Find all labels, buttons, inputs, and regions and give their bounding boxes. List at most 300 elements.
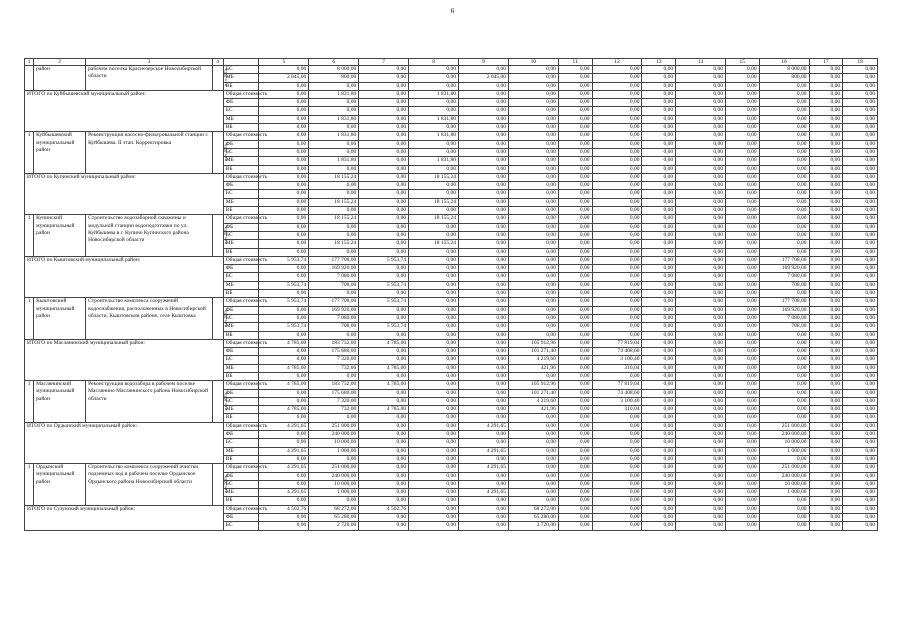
value-cell: 2 045,00: [259, 74, 309, 82]
value-cell: 0,00: [759, 231, 809, 239]
value-cell: 0,00: [759, 90, 809, 98]
value-cell: 0,00: [843, 372, 878, 380]
value-cell: 0,00: [508, 240, 558, 248]
value-cell: 0,00: [459, 298, 509, 306]
value-cell: 0,00: [642, 182, 676, 190]
funding-source: ВБ: [223, 414, 259, 422]
value-cell: 0,00: [259, 314, 309, 322]
value-cell: 0,00: [558, 90, 592, 98]
value-cell: 0,00: [508, 306, 558, 314]
value-cell: 0,00: [558, 414, 592, 422]
column-number-cell: 18: [843, 59, 878, 66]
value-cell: 0,00: [459, 240, 509, 248]
value-cell: 0,00: [409, 273, 459, 281]
value-cell: 1 831,80: [409, 115, 459, 123]
value-cell: 0,00: [508, 124, 558, 132]
value-cell: 0,00: [759, 248, 809, 256]
value-cell: 1 000,00: [309, 489, 359, 497]
value-cell: 0,00: [642, 389, 676, 397]
value-cell: 0,00: [592, 90, 642, 98]
funding-source: МБ: [223, 74, 259, 82]
value-cell: 0,00: [259, 439, 309, 447]
value-cell: 0,00: [642, 223, 676, 231]
value-cell: 0,00: [459, 140, 509, 148]
value-cell: 0,00: [676, 124, 726, 132]
value-cell: 0,00: [642, 198, 676, 206]
value-cell: 0,00: [592, 182, 642, 190]
value-cell: 0,00: [759, 132, 809, 140]
value-cell: 0,00: [359, 447, 409, 455]
value-cell: 0,00: [259, 231, 309, 239]
value-cell: 0,00: [259, 514, 309, 522]
value-cell: 0,00: [676, 148, 726, 156]
value-cell: 4 785,00: [259, 381, 309, 389]
value-cell: 0,00: [725, 464, 759, 472]
value-cell: 0,00: [809, 464, 843, 472]
item-number: 1: [25, 381, 34, 422]
value-cell: 0,00: [642, 107, 676, 115]
value-cell: 0,00: [409, 265, 459, 273]
value-cell: 1 831,80: [409, 132, 459, 140]
value-cell: 0,00: [359, 331, 409, 339]
value-cell: 0,00: [359, 480, 409, 488]
value-cell: 0,00: [592, 107, 642, 115]
funding-source: БС: [223, 107, 259, 115]
value-cell: 0,00: [676, 364, 726, 372]
value-cell: 4 219,60: [508, 397, 558, 405]
value-cell: 0,00: [259, 66, 309, 74]
value-cell: 0,00: [809, 306, 843, 314]
value-cell: 0,00: [843, 157, 878, 165]
value-cell: 0,00: [843, 323, 878, 331]
value-cell: 310,04: [592, 406, 642, 414]
value-cell: 0,00: [459, 198, 509, 206]
value-cell: 0,00: [508, 132, 558, 140]
value-cell: 0,00: [309, 290, 359, 298]
value-cell: 0,00: [759, 406, 809, 414]
value-cell: 0,00: [759, 522, 809, 530]
value-cell: 2 045,00: [459, 74, 509, 82]
value-cell: 0,00: [359, 514, 409, 522]
funding-source: Общая стоимость: [223, 505, 259, 513]
value-cell: 0,00: [409, 124, 459, 132]
value-cell: 0,00: [508, 182, 558, 190]
value-cell: 0,00: [809, 273, 843, 281]
value-cell: 0,00: [359, 389, 409, 397]
period-label-cell: [212, 464, 228, 505]
value-cell: 0,00: [843, 256, 878, 264]
value-cell: 0,00: [359, 265, 409, 273]
funding-source: Общая стоимость: [223, 298, 259, 306]
value-cell: 0,00: [843, 290, 878, 298]
value-cell: 0,00: [508, 290, 558, 298]
value-cell: 0,00: [508, 464, 558, 472]
value-cell: 0,00: [676, 406, 726, 414]
value-cell: 1 831,80: [309, 132, 359, 140]
value-cell: 0,00: [592, 306, 642, 314]
value-cell: 0,00: [558, 522, 592, 530]
value-cell: 0,00: [809, 90, 843, 98]
value-cell: 0,00: [508, 115, 558, 123]
period-label-cell: [212, 298, 228, 339]
value-cell: 2 720,00: [508, 522, 558, 530]
value-cell: 0,00: [409, 66, 459, 74]
value-cell: 0,00: [725, 397, 759, 405]
value-cell: 0,00: [843, 265, 878, 273]
project-row: [25, 215, 878, 223]
value-cell: 0,00: [558, 231, 592, 239]
value-cell: 0,00: [642, 207, 676, 215]
value-cell: 0,00: [409, 231, 459, 239]
value-cell: 0,00: [592, 240, 642, 248]
value-cell: 0,00: [558, 256, 592, 264]
district-total-label: ИТОГО по Купинский муниципальный район:: [25, 173, 224, 214]
value-cell: 240 000,00: [759, 431, 809, 439]
value-cell: 4 291,65: [259, 489, 309, 497]
period-label: в т.ч. 2023г.: [223, 309, 228, 327]
value-cell: 0,00: [676, 356, 726, 364]
value-cell: 0,00: [558, 480, 592, 488]
value-cell: 0,00: [809, 298, 843, 306]
value-cell: 0,00: [409, 356, 459, 364]
value-cell: 0,00: [725, 447, 759, 455]
value-cell: 0,00: [642, 356, 676, 364]
value-cell: 0,00: [592, 414, 642, 422]
value-cell: 0,00: [642, 323, 676, 331]
value-cell: 0,00: [725, 439, 759, 447]
value-cell: 0,00: [459, 331, 509, 339]
value-cell: 0,00: [676, 414, 726, 422]
value-cell: 4 291,65: [259, 422, 309, 430]
column-number-cell: 12: [592, 59, 642, 66]
value-cell: 0,00: [642, 497, 676, 505]
value-cell: 0,00: [843, 107, 878, 115]
value-cell: 0,00: [259, 389, 309, 397]
value-cell: 3 100,40: [592, 356, 642, 364]
value-cell: 0,00: [459, 273, 509, 281]
value-cell: 0,00: [809, 66, 843, 74]
value-cell: 0,00: [642, 472, 676, 480]
value-cell: 0,00: [642, 414, 676, 422]
value-cell: 0,00: [642, 364, 676, 372]
value-cell: 0,00: [809, 522, 843, 530]
funding-source: БС: [223, 480, 259, 488]
value-cell: 5 953,74: [259, 298, 309, 306]
funding-source: ФБ: [223, 99, 259, 107]
value-cell: 0,00: [459, 306, 509, 314]
value-cell: 0,00: [725, 298, 759, 306]
value-cell: 0,00: [676, 182, 726, 190]
value-cell: 0,00: [309, 497, 359, 505]
value-cell: 0,00: [843, 331, 878, 339]
value-cell: 1 831,80: [409, 90, 459, 98]
value-cell: 0,00: [843, 298, 878, 306]
value-cell: 0,00: [642, 190, 676, 198]
value-cell: 0,00: [676, 439, 726, 447]
value-cell: 0,00: [508, 472, 558, 480]
value-cell: 0,00: [259, 306, 309, 314]
column-number-cell: [223, 59, 259, 66]
value-cell: 800,00: [309, 74, 359, 82]
value-cell: 0,00: [592, 372, 642, 380]
value-cell: 0,00: [459, 514, 509, 522]
value-cell: 0,00: [459, 148, 509, 156]
value-cell: 0,00: [759, 505, 809, 513]
value-cell: 169 920,00: [759, 306, 809, 314]
value-cell: 0,00: [359, 248, 409, 256]
value-cell: 0,00: [725, 414, 759, 422]
funding-source: ВБ: [223, 207, 259, 215]
project-row: [25, 381, 878, 389]
value-cell: 0,00: [676, 115, 726, 123]
value-cell: 0,00: [558, 339, 592, 347]
value-cell: 0,00: [359, 74, 409, 82]
value-cell: 0,00: [676, 223, 726, 231]
value-cell: 0,00: [259, 397, 309, 405]
value-cell: 0,00: [409, 306, 459, 314]
value-cell: 18 155,24: [409, 173, 459, 181]
value-cell: 0,00: [409, 148, 459, 156]
value-cell: 0,00: [759, 124, 809, 132]
funding-source: БС: [223, 231, 259, 239]
funding-source: ФБ: [223, 265, 259, 273]
value-cell: 0,00: [843, 514, 878, 522]
value-cell: 0,00: [676, 265, 726, 273]
value-cell: 7 080,00: [759, 314, 809, 322]
value-cell: 0,00: [459, 339, 509, 347]
value-cell: 0,00: [508, 165, 558, 173]
value-cell: 0,00: [558, 306, 592, 314]
value-cell: 0,00: [809, 514, 843, 522]
column-number-cell: 13: [642, 59, 676, 66]
value-cell: 0,00: [592, 505, 642, 513]
value-cell: 0,00: [592, 431, 642, 439]
column-number-cell: 9: [459, 59, 509, 66]
value-cell: 0,00: [508, 99, 558, 107]
value-cell: 0,00: [558, 107, 592, 115]
value-cell: 0,00: [592, 256, 642, 264]
value-cell: 0,00: [558, 472, 592, 480]
value-cell: 0,00: [809, 82, 843, 90]
value-cell: 0,00: [459, 397, 509, 405]
value-cell: 0,00: [409, 472, 459, 480]
value-cell: 0,00: [725, 124, 759, 132]
district-name: Кыштовский муниципальный район: [34, 298, 86, 339]
value-cell: 0,00: [843, 480, 878, 488]
value-cell: 0,00: [359, 148, 409, 156]
value-cell: 0,00: [259, 132, 309, 140]
value-cell: 0,00: [759, 389, 809, 397]
value-cell: 0,00: [725, 372, 759, 380]
value-cell: 0,00: [759, 140, 809, 148]
project-row: [25, 132, 878, 140]
value-cell: 0,00: [759, 107, 809, 115]
value-cell: 0,00: [809, 480, 843, 488]
value-cell: 0,00: [309, 124, 359, 132]
value-cell: 0,00: [642, 157, 676, 165]
value-cell: 0,00: [642, 99, 676, 107]
value-cell: 0,00: [359, 190, 409, 198]
value-cell: 0,00: [759, 348, 809, 356]
value-cell: 0,00: [843, 397, 878, 405]
value-cell: 0,00: [409, 99, 459, 107]
value-cell: 0,00: [759, 356, 809, 364]
value-cell: 0,00: [459, 480, 509, 488]
value-cell: 0,00: [409, 190, 459, 198]
value-cell: 0,00: [642, 74, 676, 82]
value-cell: 0,00: [676, 323, 726, 331]
value-cell: 0,00: [725, 455, 759, 463]
value-cell: 0,00: [259, 90, 309, 98]
value-cell: 0,00: [843, 74, 878, 82]
column-number-cell: 11: [558, 59, 592, 66]
value-cell: 0,00: [309, 107, 359, 115]
value-cell: 68 272,00: [508, 505, 558, 513]
project-description: Строительство водозаборной скважины и модульной станции водоподготовки по ул. Куйбышева в г. Купино Купинского района Новосибирской области: [86, 215, 212, 256]
value-cell: 240 000,00: [309, 431, 359, 439]
value-cell: 0,00: [642, 489, 676, 497]
value-cell: 0,00: [558, 348, 592, 356]
value-cell: 0,00: [508, 489, 558, 497]
value-cell: 0,00: [259, 124, 309, 132]
value-cell: 0,00: [459, 389, 509, 397]
value-cell: 0,00: [642, 439, 676, 447]
value-cell: 0,00: [809, 497, 843, 505]
value-cell: 0,00: [508, 82, 558, 90]
value-cell: 0,00: [259, 190, 309, 198]
value-cell: 0,00: [725, 198, 759, 206]
value-cell: 0,00: [259, 356, 309, 364]
period-label: в т.ч. 2023г.: [223, 392, 228, 410]
value-cell: 0,00: [642, 406, 676, 414]
value-cell: 0,00: [409, 256, 459, 264]
value-cell: 0,00: [676, 90, 726, 98]
value-cell: 0,00: [642, 514, 676, 522]
period-label: в т.ч. 2023г.: [223, 226, 228, 244]
value-cell: 0,00: [459, 497, 509, 505]
value-cell: 0,00: [359, 372, 409, 380]
column-number-cell: 8: [409, 59, 459, 66]
value-cell: 0,00: [558, 140, 592, 148]
value-cell: 0,00: [759, 240, 809, 248]
funding-source: МБ: [223, 115, 259, 123]
value-cell: 0,00: [259, 240, 309, 248]
value-cell: 0,00: [359, 157, 409, 165]
value-cell: 0,00: [558, 331, 592, 339]
value-cell: 0,00: [676, 157, 726, 165]
value-cell: 0,00: [759, 198, 809, 206]
value-cell: 0,00: [359, 107, 409, 115]
value-cell: 0,00: [642, 248, 676, 256]
value-cell: 0,00: [676, 339, 726, 347]
value-cell: 0,00: [409, 489, 459, 497]
value-cell: 0,00: [409, 348, 459, 356]
value-cell: 4 291,65: [459, 447, 509, 455]
value-cell: 0,00: [843, 339, 878, 347]
funding-source: ВБ: [223, 165, 259, 173]
value-cell: 0,00: [259, 148, 309, 156]
value-cell: 0,00: [725, 389, 759, 397]
value-cell: 0,00: [809, 431, 843, 439]
value-cell: 0,00: [809, 173, 843, 181]
value-cell: 0,00: [809, 157, 843, 165]
value-cell: 1 831,80: [309, 115, 359, 123]
value-cell: 0,00: [642, 231, 676, 239]
project-row: [25, 464, 878, 472]
value-cell: 0,00: [642, 148, 676, 156]
value-cell: 0,00: [809, 290, 843, 298]
value-cell: 0,00: [843, 422, 878, 430]
value-cell: 0,00: [676, 66, 726, 74]
budget-table-sheet: [24, 58, 878, 531]
value-cell: 18 155,24: [309, 240, 359, 248]
value-cell: 0,00: [725, 140, 759, 148]
funding-source: Общая стоимость: [223, 256, 259, 264]
value-cell: 0,00: [558, 148, 592, 156]
column-number-cell: 4: [212, 59, 223, 66]
funding-source: МБ: [223, 447, 259, 455]
value-cell: 8 000,00: [309, 66, 359, 74]
project-row: [25, 66, 878, 74]
value-cell: 0,00: [676, 190, 726, 198]
value-cell: 0,00: [642, 314, 676, 322]
value-cell: 0,00: [676, 331, 726, 339]
value-cell: 0,00: [843, 140, 878, 148]
value-cell: 0,00: [642, 422, 676, 430]
value-cell: 0,00: [759, 82, 809, 90]
value-cell: 0,00: [843, 306, 878, 314]
value-cell: 0,00: [459, 182, 509, 190]
value-cell: 0,00: [459, 132, 509, 140]
value-cell: 3 100,40: [592, 397, 642, 405]
value-cell: 0,00: [809, 190, 843, 198]
funding-source: ФБ: [223, 431, 259, 439]
period-label-cell: [212, 215, 228, 256]
value-cell: 0,00: [508, 248, 558, 256]
value-cell: 0,00: [759, 182, 809, 190]
value-cell: 0,00: [508, 431, 558, 439]
value-cell: 0,00: [508, 497, 558, 505]
value-cell: 0,00: [843, 273, 878, 281]
value-cell: 0,00: [725, 314, 759, 322]
column-number-row: [25, 59, 878, 66]
value-cell: 0,00: [809, 414, 843, 422]
value-cell: 0,00: [558, 323, 592, 331]
value-cell: 0,00: [642, 455, 676, 463]
value-cell: 0,00: [725, 348, 759, 356]
value-cell: 0,00: [508, 66, 558, 74]
value-cell: 0,00: [409, 389, 459, 397]
value-cell: 0,00: [642, 447, 676, 455]
value-cell: 0,00: [809, 489, 843, 497]
value-cell: 0,00: [725, 256, 759, 264]
period-label: в т.ч. 2023г.: [223, 68, 228, 87]
value-cell: 0,00: [508, 447, 558, 455]
value-cell: 169 920,00: [759, 265, 809, 273]
value-cell: 0,00: [725, 231, 759, 239]
value-cell: 240 000,00: [759, 472, 809, 480]
value-cell: 0,00: [592, 148, 642, 156]
value-cell: 0,00: [642, 265, 676, 273]
value-cell: 0,00: [592, 173, 642, 181]
value-cell: 0,00: [843, 190, 878, 198]
value-cell: 0,00: [558, 182, 592, 190]
value-cell: 0,00: [558, 497, 592, 505]
value-cell: 0,00: [558, 82, 592, 90]
value-cell: 0,00: [843, 82, 878, 90]
value-cell: 0,00: [359, 431, 409, 439]
value-cell: 0,00: [759, 497, 809, 505]
